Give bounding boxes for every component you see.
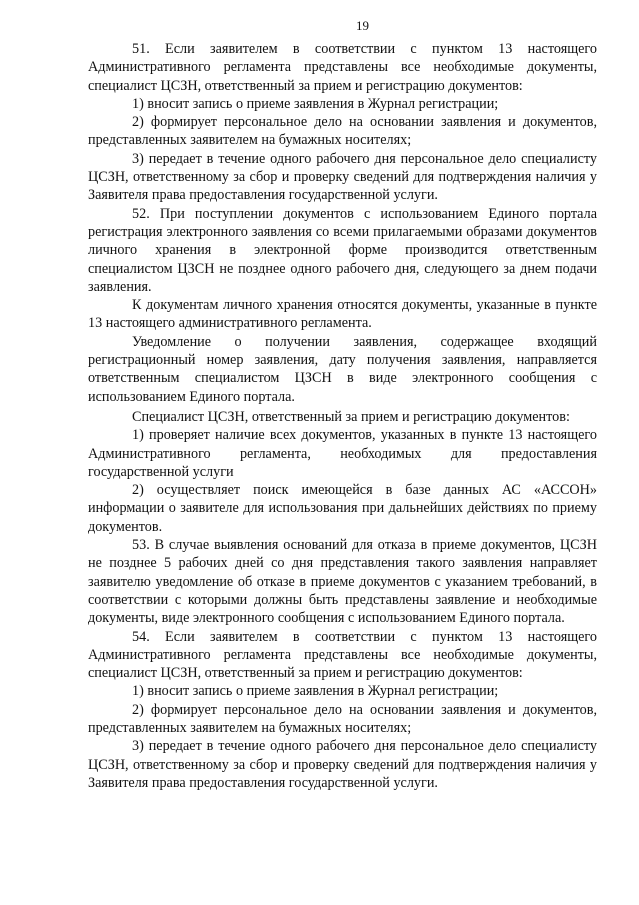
list-item-51-2: 2) формирует персональное дело на основании заявления и документов, представленных заявителем на бумажных носителях; <box>88 114 597 149</box>
list-item-54-2: 2) формирует персональное дело на основании заявления и документов, представленных заявителем на бумажных носителях; <box>88 701 597 736</box>
list-item-51-1: 1) вносит запись о приеме заявления в Журнал регистрации; <box>132 95 499 112</box>
list-item-54-1: 1) вносит запись о приеме заявления в Журнал регистрации; <box>132 683 499 700</box>
paragraph-53: 53. В случае выявления оснований для отказа в приеме документов, ЦСЗН не позднее 5 рабочих дней со дня представления такого заявления направляет заявителю уведомление об отказе в приеме документов с указанием требований, в соответствии с которыми должны быть представлены заявление и необходимые документы, виде электронного сообщения с использованием Единого портала. <box>88 537 597 627</box>
list-item-51-3: 3) передает в течение одного рабочего дня персональное дело специалисту ЦСЗН, ответственному за сбор и проверку сведений для подтверждения наличия у Заявителя права предоставления государственной услуги. <box>88 150 597 204</box>
paragraph-personal-documents: К документам личного хранения относятся документы, указанные в пункте 13 настоящего административного регламента. <box>88 297 597 332</box>
paragraph-54: 54. Если заявителем в соответствии с пунктом 13 настоящего Административного регламента представлены все необходимые документы, специалист ЦСЗН, ответственный за прием и регистрацию документов: <box>88 628 597 682</box>
page-number: 19 <box>356 18 369 33</box>
list-item-54-3: 3) передает в течение одного рабочего дня персональное дело специалисту ЦСЗН, ответственному за сбор и проверку сведений для подтверждения наличия у Заявителя права предоставления государственной услуги. <box>88 738 597 791</box>
paragraph-52: 52. При поступлении документов с использованием Единого портала регистрация электронного заявления со всеми прилагаемыми образами документов личного хранения в электронной форме производится ответственным специалистом ЦЗСН не позднее одного рабочего дня, следующего за днем подачи заявления. <box>88 205 597 295</box>
list-item-specialist-2: 2) осуществляет поиск имеющейся в базе данных АС «АССОН» информации о заявителе для использования при дальнейших действиях по приему документов. <box>88 482 597 535</box>
list-item-specialist-1: 1) проверяет наличие всех документов, указанных в пункте 13 настоящего Административного регламента, необходимых для предоставления государственной услуги <box>88 427 597 480</box>
paragraph-notification: Уведомление о получении заявления, содержащее входящий регистрационный номер заявления, дату получения заявления, направляется ответственным специалистом ЦЗСН в виде электронного сообщения с использованием Единого портала. <box>88 333 597 405</box>
paragraph-specialist: Специалист ЦСЗН, ответственный за прием и регистрацию документов: <box>132 408 570 425</box>
paragraph-51: 51. Если заявителем в соответствии с пунктом 13 настоящего Административного регламента представлены все необходимые документы, специалист ЦСЗН, ответственный за прием и регистрацию документов: <box>88 41 597 94</box>
